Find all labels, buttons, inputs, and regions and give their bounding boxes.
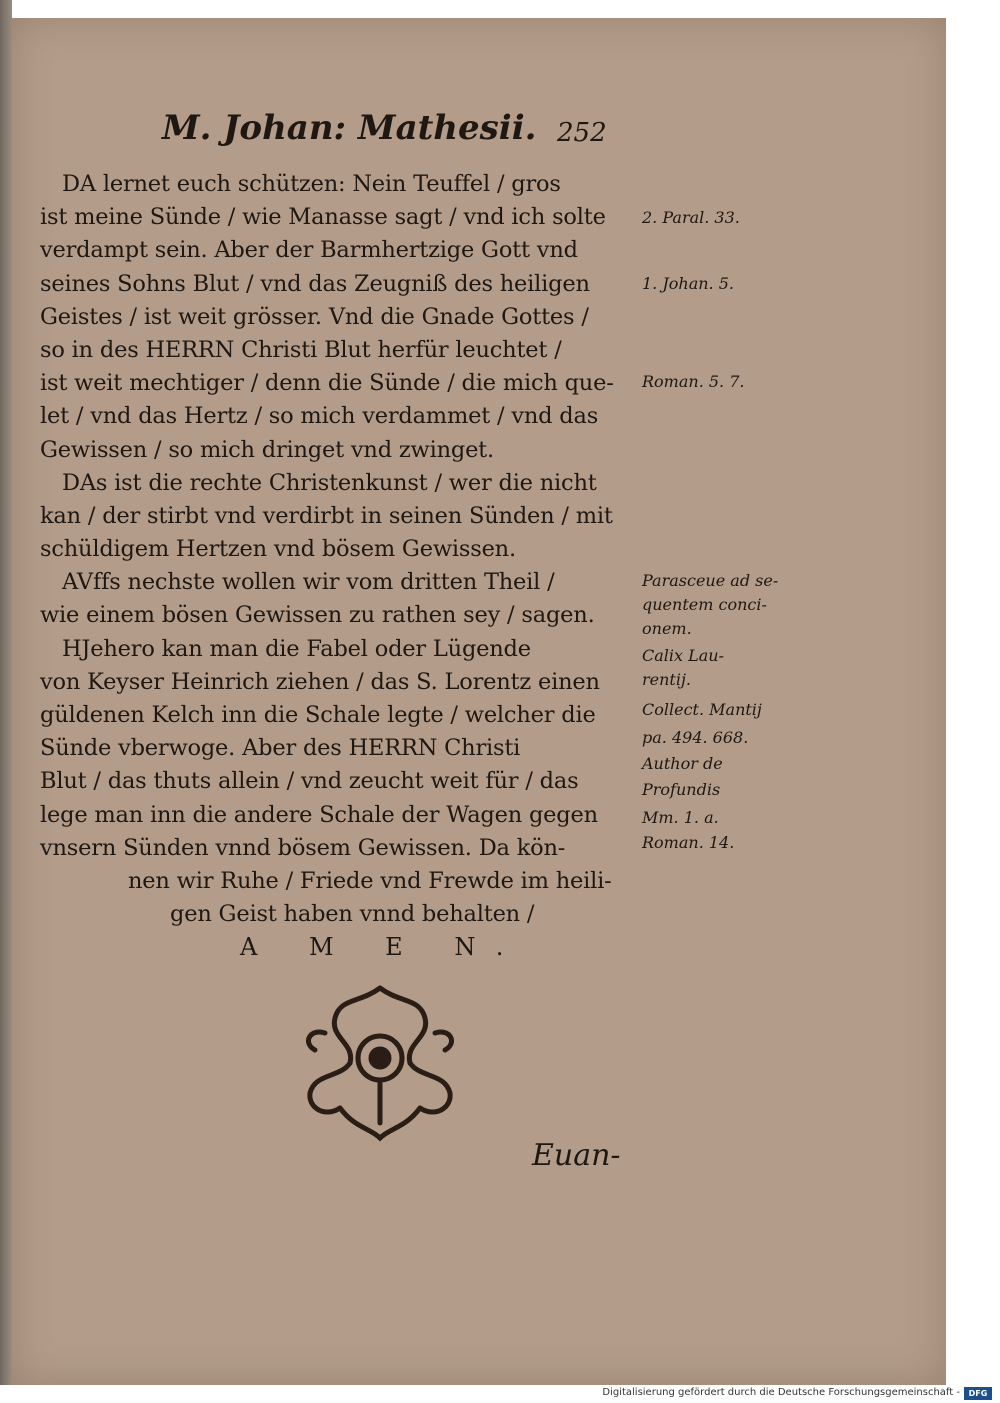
text-line: AVffs nechste wollen wir vom dritten Theil / bbox=[62, 569, 555, 596]
margin-note: Roman. 14. bbox=[642, 833, 735, 852]
margin-note: Parasceue ad se- bbox=[642, 571, 779, 590]
text-line: Geistes / ist weit grösser. Vnd die Gnade Gottes / bbox=[40, 303, 589, 330]
text-line: seines Sohns Blut / vnd das Zeugniß des heiligen bbox=[40, 270, 590, 297]
body-text bbox=[40, 168, 640, 965]
footer bbox=[0, 1385, 1000, 1403]
text-line: let / vnd das Hertz / so mich verdammet / vnd das bbox=[40, 403, 599, 430]
margin-note: pa. 494. 668. bbox=[642, 728, 749, 747]
text-line: so in des HERRN Christi Blut herfür leuchtet / bbox=[40, 336, 562, 363]
margin-note: onem. bbox=[642, 619, 692, 638]
text-line: wie einem bösen Gewissen zu rathen sey / sagen. bbox=[40, 602, 595, 629]
text-line: güldenen Kelch inn die Schale legte / welcher die bbox=[40, 702, 596, 728]
margin-note: 1. Johan. 5. bbox=[642, 274, 734, 293]
text-line: Blut / das thuts allein / vnd zeucht weit für / das bbox=[40, 768, 579, 795]
text-line: Sünde vberwoge. Aber des HERRN Christi bbox=[40, 735, 521, 762]
margin-note: rentij. bbox=[642, 670, 692, 689]
text-line: vnsern Sünden vnnd bösem Gewissen. Da kön- bbox=[40, 834, 566, 861]
text-line: lege man inn die andere Schale der Wagen gegen bbox=[40, 801, 598, 828]
margin-note: Author de bbox=[642, 754, 723, 773]
text-line: DAs ist die rechte Christenkunst / wer die nicht bbox=[62, 469, 597, 496]
text-line: schüldigem Hertzen vnd bösem Gewissen. bbox=[40, 536, 516, 563]
text-line: HJehero kan man die Fabel oder Lügende bbox=[62, 635, 531, 662]
catchword: Euan- bbox=[532, 1138, 621, 1173]
margin-note: Collect. Mantij bbox=[642, 700, 762, 719]
scan-edge bbox=[0, 0, 12, 1385]
margin-note: 2. Paral. 33. bbox=[642, 208, 740, 227]
text-line: von Keyser Heinrich ziehen / das S. Lorentz einen bbox=[40, 668, 600, 695]
margin-note: quentem conci- bbox=[642, 595, 767, 614]
margin-note: Profundis bbox=[642, 780, 721, 799]
running-title: M. Johan: Mathesii. bbox=[162, 108, 537, 148]
dfg-logo: DFG bbox=[964, 1387, 992, 1400]
ornament-icon bbox=[280, 978, 480, 1148]
margin-note: Calix Lau- bbox=[642, 646, 724, 665]
text-line: ist meine Sünde / wie Manasse sagt / vnd ich solte bbox=[40, 204, 606, 231]
text-line: nen wir Ruhe / Friede vnd Frewde im heili- bbox=[128, 867, 612, 894]
footer-credit: Digitalisierung gefördert durch die Deutsche Forschungsgemeinschaft - bbox=[602, 1387, 960, 1398]
margin-note: Roman. 5. 7. bbox=[642, 372, 745, 391]
text-line: DA lernet euch schützen: Nein Teuffel / gros bbox=[62, 171, 561, 197]
margin-note: Mm. 1. a. bbox=[642, 808, 719, 827]
text-line: ist weit mechtiger / denn die Sünde / die mich que- bbox=[40, 370, 614, 397]
text-line: Gewissen / so mich dringet vnd zwinget. bbox=[40, 436, 494, 463]
amen-line: A M E N. bbox=[240, 933, 526, 962]
text-line: verdampt sein. Aber der Barmhertzige Gott vnd bbox=[40, 237, 578, 264]
text-line: gen Geist haben vnnd behalten / bbox=[170, 901, 535, 928]
text-line: kan / der stirbt vnd verdirbt in seinen Sünden / mit bbox=[40, 502, 613, 529]
book-page bbox=[12, 18, 946, 1385]
page-number: 252 bbox=[557, 118, 607, 148]
